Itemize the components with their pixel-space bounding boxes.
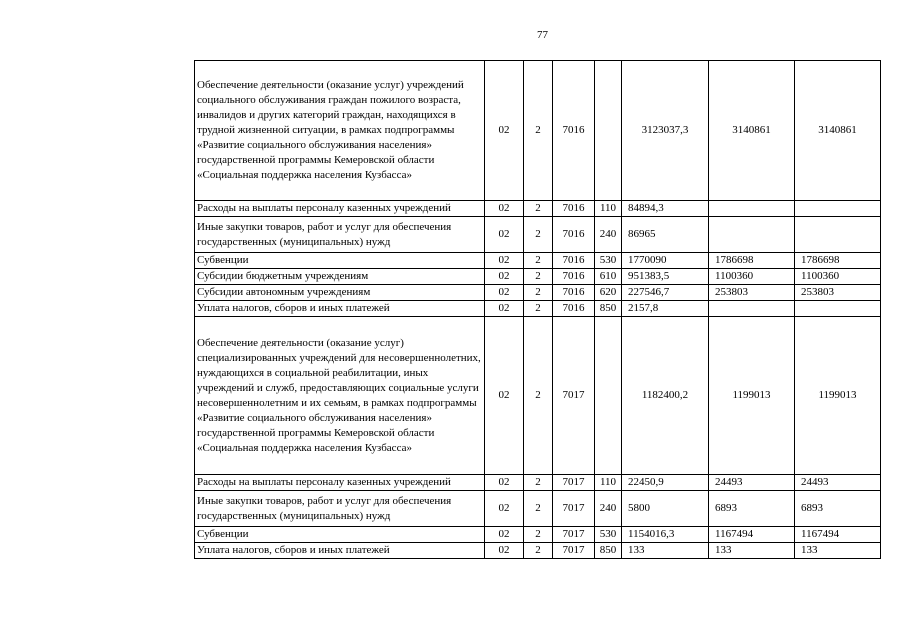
amount-year2-cell: 1199013: [709, 317, 795, 475]
target-article-cell: 7016: [553, 285, 595, 301]
target-article-cell: 7017: [553, 491, 595, 527]
amount-year3-cell: 3140861: [795, 61, 881, 201]
expense-name-cell: Иные закупки товаров, работ и услуг для обеспечения государственных (муниципальных) нужд: [195, 217, 485, 253]
expense-name-cell: Субвенции: [195, 527, 485, 543]
subsection-code-cell: 2: [524, 285, 553, 301]
expense-type-cell: 850: [595, 543, 622, 559]
expense-name-cell: Расходы на выплаты персоналу казенных учреждений: [195, 201, 485, 217]
amount-year2-cell: 1167494: [709, 527, 795, 543]
table-row: [195, 527, 881, 543]
section-code-cell: 02: [485, 527, 524, 543]
table-row: [195, 317, 881, 475]
expense-type-cell: 240: [595, 491, 622, 527]
amount-year3-cell: [795, 201, 881, 217]
section-code-cell: 02: [485, 475, 524, 491]
target-article-cell: 7017: [553, 475, 595, 491]
amount-year1-cell: 1770090: [622, 253, 709, 269]
amount-year3-cell: 253803: [795, 285, 881, 301]
expense-name-cell: Субвенции: [195, 253, 485, 269]
subsection-code-cell: 2: [524, 543, 553, 559]
expense-type-cell: 620: [595, 285, 622, 301]
target-article-cell: 7017: [553, 317, 595, 475]
table-row: [195, 285, 881, 301]
table-body: [195, 61, 881, 559]
target-article-cell: 7017: [553, 543, 595, 559]
amount-year3-cell: 1199013: [795, 317, 881, 475]
amount-year1-cell: 133: [622, 543, 709, 559]
expense-type-cell: 240: [595, 217, 622, 253]
expense-type-cell: 610: [595, 269, 622, 285]
section-code-cell: 02: [485, 269, 524, 285]
amount-year3-cell: 1786698: [795, 253, 881, 269]
amount-year2-cell: 253803: [709, 285, 795, 301]
expense-name-cell: Уплата налогов, сборов и иных платежей: [195, 543, 485, 559]
target-article-cell: 7017: [553, 527, 595, 543]
expense-type-cell: 530: [595, 527, 622, 543]
subsection-code-cell: 2: [524, 61, 553, 201]
expense-type-cell: 110: [595, 201, 622, 217]
subsection-code-cell: 2: [524, 201, 553, 217]
amount-year1-cell: 22450,9: [622, 475, 709, 491]
amount-year3-cell: [795, 301, 881, 317]
expense-name-cell: Расходы на выплаты персоналу казенных учреждений: [195, 475, 485, 491]
amount-year3-cell: 24493: [795, 475, 881, 491]
amount-year1-cell: 86965: [622, 217, 709, 253]
expense-type-cell: [595, 61, 622, 201]
section-code-cell: 02: [485, 285, 524, 301]
amount-year2-cell: 24493: [709, 475, 795, 491]
section-code-cell: 02: [485, 201, 524, 217]
expense-name-cell: Уплата налогов, сборов и иных платежей: [195, 301, 485, 317]
subsection-code-cell: 2: [524, 301, 553, 317]
subsection-code-cell: 2: [524, 269, 553, 285]
amount-year2-cell: 133: [709, 543, 795, 559]
section-code-cell: 02: [485, 61, 524, 201]
subsection-code-cell: 2: [524, 253, 553, 269]
section-code-cell: 02: [485, 301, 524, 317]
amount-year2-cell: [709, 301, 795, 317]
target-article-cell: 7016: [553, 269, 595, 285]
amount-year3-cell: 133: [795, 543, 881, 559]
table-row: [195, 475, 881, 491]
amount-year2-cell: [709, 217, 795, 253]
expense-name-cell: Обеспечение деятельности (оказание услуг) специализированных учреждений для несовершеннолетних, нуждающихся в социальной реабилитации, иных учреждений и служб, предоставляющих социальные услуги несовершеннолетним и их семьям, в рамках подпрограммы «Развитие социального обслуживания населения» государственной программы Кемеровской области «Социальная поддержка населения Кузбасса»: [195, 317, 485, 475]
subsection-code-cell: 2: [524, 491, 553, 527]
table-row: [195, 543, 881, 559]
amount-year3-cell: 1100360: [795, 269, 881, 285]
amount-year1-cell: 5800: [622, 491, 709, 527]
target-article-cell: 7016: [553, 61, 595, 201]
table-row: [195, 217, 881, 253]
amount-year3-cell: [795, 217, 881, 253]
amount-year1-cell: 2157,8: [622, 301, 709, 317]
amount-year1-cell: 227546,7: [622, 285, 709, 301]
amount-year1-cell: 1154016,3: [622, 527, 709, 543]
section-code-cell: 02: [485, 317, 524, 475]
table-row: [195, 253, 881, 269]
section-code-cell: 02: [485, 253, 524, 269]
expense-name-cell: Субсидии автономным учреждениям: [195, 285, 485, 301]
table-row: [195, 61, 881, 201]
target-article-cell: 7016: [553, 201, 595, 217]
table-row: [195, 201, 881, 217]
subsection-code-cell: 2: [524, 527, 553, 543]
target-article-cell: 7016: [553, 217, 595, 253]
expense-name-cell: Обеспечение деятельности (оказание услуг) учреждений социального обслуживания граждан пожилого возраста, инвалидов и других категорий граждан, находящихся в трудной жизненной ситуации, в рамках подпрограммы «Развитие социального обслуживания населения» государственной программы Кемеровской области «Социальная поддержка населения Кузбасса»: [195, 61, 485, 201]
expense-type-cell: 530: [595, 253, 622, 269]
expense-type-cell: 110: [595, 475, 622, 491]
target-article-cell: 7016: [553, 253, 595, 269]
amount-year2-cell: 1100360: [709, 269, 795, 285]
amount-year1-cell: 1182400,2: [622, 317, 709, 475]
amount-year3-cell: 6893: [795, 491, 881, 527]
expense-name-cell: Субсидии бюджетным учреждениям: [195, 269, 485, 285]
amount-year1-cell: 84894,3: [622, 201, 709, 217]
section-code-cell: 02: [485, 491, 524, 527]
expense-type-cell: [595, 317, 622, 475]
budget-table: [194, 60, 881, 559]
subsection-code-cell: 2: [524, 475, 553, 491]
amount-year1-cell: 951383,5: [622, 269, 709, 285]
page-number: 77: [537, 29, 548, 41]
amount-year1-cell: 3123037,3: [622, 61, 709, 201]
amount-year2-cell: 1786698: [709, 253, 795, 269]
table-row: [195, 491, 881, 527]
subsection-code-cell: 2: [524, 317, 553, 475]
expense-name-cell: Иные закупки товаров, работ и услуг для обеспечения государственных (муниципальных) нужд: [195, 491, 485, 527]
subsection-code-cell: 2: [524, 217, 553, 253]
expense-type-cell: 850: [595, 301, 622, 317]
section-code-cell: 02: [485, 217, 524, 253]
table-row: [195, 269, 881, 285]
target-article-cell: 7016: [553, 301, 595, 317]
amount-year3-cell: 1167494: [795, 527, 881, 543]
amount-year2-cell: [709, 201, 795, 217]
section-code-cell: 02: [485, 543, 524, 559]
amount-year2-cell: 6893: [709, 491, 795, 527]
table-row: [195, 301, 881, 317]
amount-year2-cell: 3140861: [709, 61, 795, 201]
